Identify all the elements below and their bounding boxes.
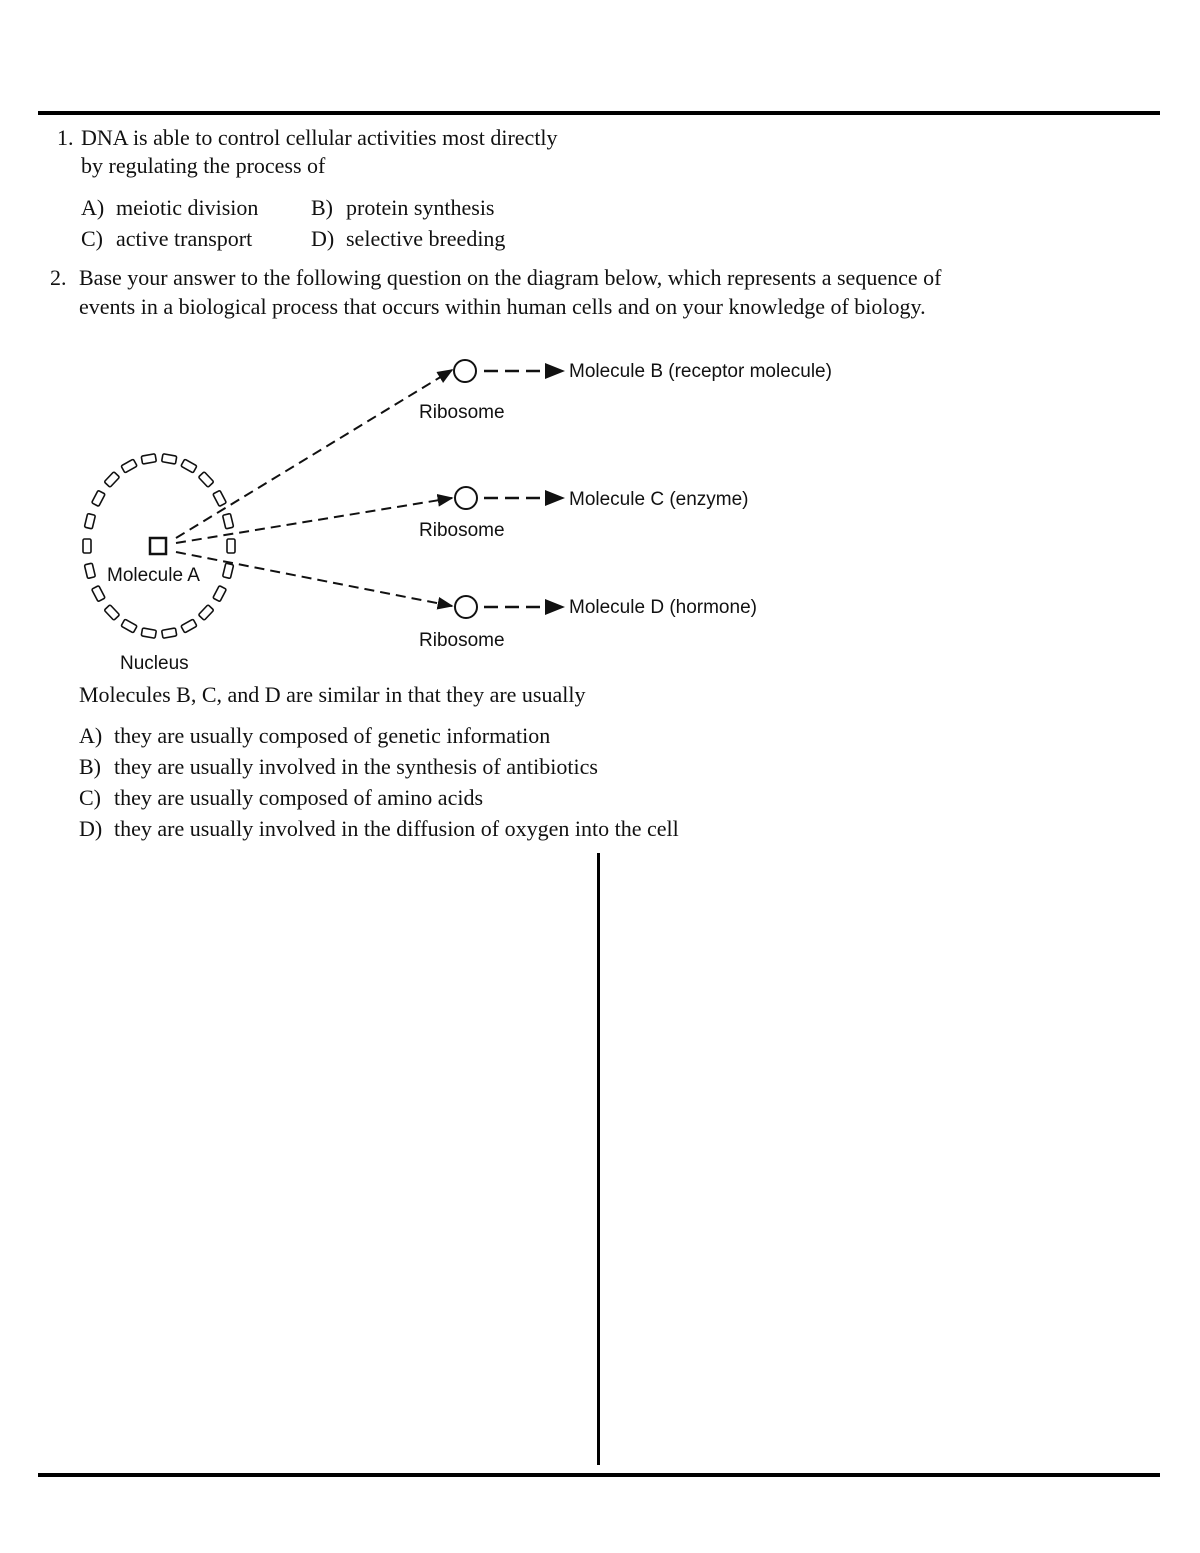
q2-intro-line2: events in a biological process that occurs within human cells and on your knowledge of biology.	[79, 294, 926, 319]
q1-stem-line1: DNA is able to control cellular activities most directly	[81, 125, 558, 150]
nucleus-membrane-segment	[141, 628, 156, 638]
option-text: active transport	[116, 226, 253, 251]
q2-intro-line1: Base your answer to the following question on the diagram below, which represents a sequence of	[79, 265, 942, 290]
ribosome-b-label: Ribosome	[419, 402, 505, 423]
nucleus-label: Nucleus	[120, 653, 189, 674]
q1-number: 1.	[57, 125, 74, 150]
nucleus-membrane-segment	[104, 472, 119, 488]
nucleus-membrane	[83, 454, 235, 639]
molecule-b-label: Molecule B (receptor molecule)	[569, 361, 832, 382]
nucleus-membrane-segment	[141, 454, 156, 464]
option-text: selective breeding	[346, 226, 506, 251]
molecule-a-square	[150, 538, 166, 554]
ribosome-b	[454, 360, 476, 382]
option-text: meiotic division	[116, 195, 259, 220]
nucleus-membrane-segment	[162, 628, 177, 638]
nucleus-membrane-segment	[213, 490, 227, 506]
option-letter: B)	[79, 754, 101, 779]
q2-number: 2.	[50, 265, 67, 290]
nucleus-membrane-segment	[84, 563, 95, 578]
q2-option-b[interactable]	[79, 753, 598, 781]
option-text: they are usually composed of genetic information	[114, 723, 551, 748]
nucleus-membrane-segment	[162, 454, 177, 464]
option-letter: B)	[311, 195, 333, 220]
nucleus-membrane-segment	[223, 513, 234, 528]
q1-stem-line2: by regulating the process of	[81, 153, 326, 178]
nucleus-membrane-segment	[181, 619, 197, 633]
nucleus-membrane-segment	[213, 586, 227, 602]
ribosome-c-label: Ribosome	[419, 520, 505, 541]
nucleus-membrane-segment	[92, 586, 106, 602]
q2-option-c[interactable]	[79, 784, 483, 812]
option-letter: A)	[81, 195, 105, 220]
option-letter: D)	[311, 226, 335, 251]
nucleus-membrane-segment	[104, 605, 119, 621]
ribosome-d	[455, 596, 477, 618]
nucleus-membrane-segment	[84, 513, 95, 528]
molecule-c-label: Molecule C (enzyme)	[569, 489, 749, 510]
option-letter: C)	[79, 785, 101, 810]
q2-option-d[interactable]	[79, 815, 679, 843]
q2-option-a[interactable]	[79, 722, 550, 750]
nucleus-membrane-segment	[121, 459, 137, 473]
ribosome-c	[455, 487, 477, 509]
option-letter: D)	[79, 816, 103, 841]
option-text: they are usually involved in the synthesis of antibiotics	[114, 754, 598, 779]
column-divider	[597, 853, 600, 1465]
molecule-a-label: Molecule A	[107, 565, 200, 586]
q2-stem: Molecules B, C, and D are similar in that they are usually	[79, 682, 586, 707]
nucleus-membrane-segment	[83, 539, 91, 553]
option-letter: A)	[79, 723, 103, 748]
arrow-a-to-ribosome-c	[176, 498, 452, 543]
arrow-a-to-ribosome-b	[176, 370, 452, 538]
nucleus-membrane-segment	[227, 539, 235, 553]
ribosome-d-label: Ribosome	[419, 630, 505, 651]
nucleus-membrane-segment	[92, 490, 106, 506]
option-text: protein synthesis	[346, 195, 495, 220]
option-text: they are usually composed of amino acids	[114, 785, 484, 810]
nucleus-membrane-segment	[181, 459, 197, 473]
protein-synthesis-diagram	[0, 0, 1200, 700]
nucleus-membrane-segment	[198, 605, 213, 621]
option-text: they are usually involved in the diffusion of oxygen into the cell	[114, 816, 679, 841]
nucleus-membrane-segment	[223, 563, 234, 578]
molecule-d-label: Molecule D (hormone)	[569, 597, 757, 618]
nucleus-membrane-segment	[121, 619, 137, 633]
bottom-rule	[38, 1473, 1160, 1477]
option-letter: C)	[81, 226, 103, 251]
nucleus-membrane-segment	[198, 472, 213, 488]
